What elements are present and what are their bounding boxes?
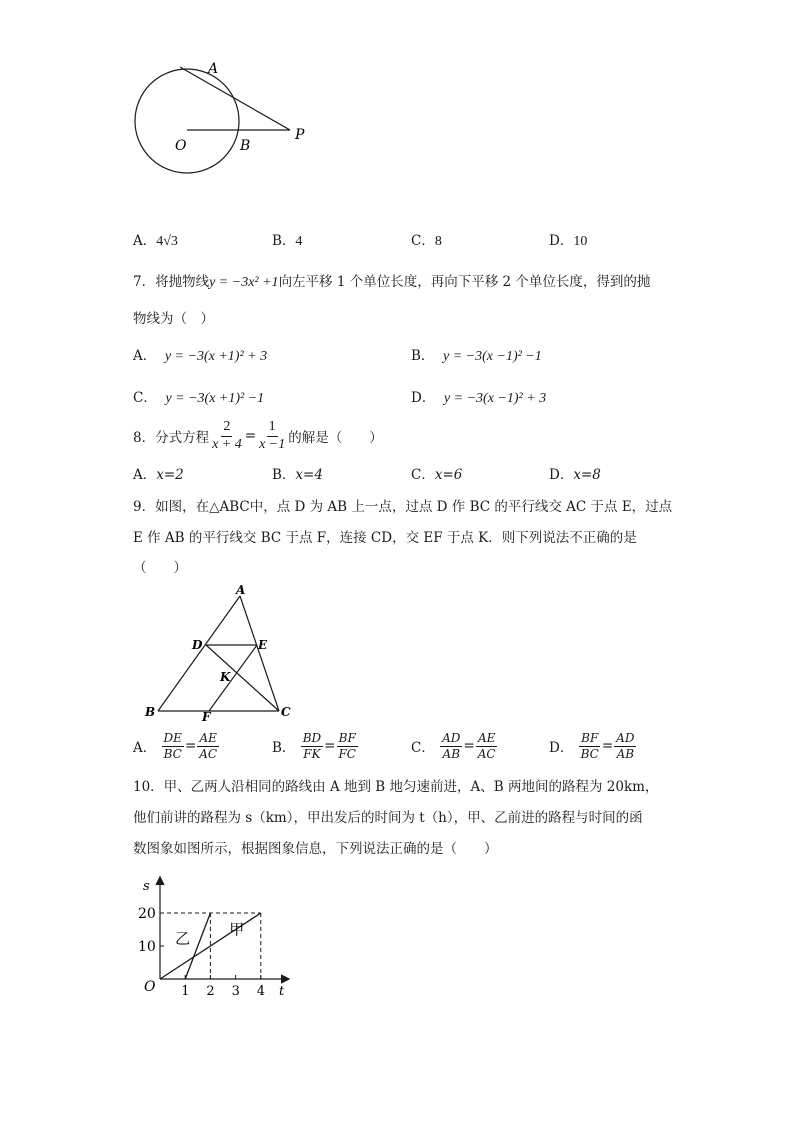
q8-option-c[interactable]: C．x=6 — [411, 467, 463, 483]
circle-o — [135, 69, 239, 173]
label-d: D — [192, 638, 203, 652]
q6-option-d[interactable]: D．10 — [549, 233, 588, 249]
x-tick-label: 1 — [181, 984, 190, 999]
distance-time-chart — [125, 870, 305, 1000]
series-label-yi: 乙 — [175, 929, 191, 948]
side-ab — [158, 596, 240, 711]
x-tick-label: 4 — [256, 984, 266, 999]
q7-option-d[interactable]: D． y = −3(x −1)² + 3 — [411, 390, 547, 406]
q9-stem-line2: E 作 AB 的平行线交 BC 于点 F，连接 CD，交 EF 于点 K．则下列说法不正确的是 — [133, 530, 637, 546]
q10-stem-line2: 他们前讲的路程为 s（km），甲出发后的时间为 t（h），甲、乙前进的路程与时间的函 — [133, 810, 643, 826]
q7-option-c[interactable]: C． y = −3(x +1)² −1 — [133, 390, 265, 406]
label-o: O — [175, 138, 187, 154]
q9-option-a[interactable]: A． $\frac{DE}{BC}$ = $\frac{AE}{AC}$ — [133, 731, 218, 761]
q9-option-d[interactable]: D． $\frac{BF}{BC}$ = $\frac{AD}{AB}$ — [549, 731, 635, 761]
y-tick-label: 20 — [138, 906, 156, 922]
q7-option-a[interactable]: A． y = −3(x +1)² + 3 — [133, 348, 268, 364]
q8-option-a[interactable]: A．x=2 — [133, 467, 184, 483]
q6-option-b[interactable]: B．4 — [272, 233, 303, 249]
q9-stem-line1: 9．如图，在△ABC中，点 D 为 AB 上一点，过点 D 作 BC 的平行线交 AC 于点 E，过点 — [133, 499, 673, 515]
q9-option-b[interactable]: B． $\frac{BD}{FK}$ = $\frac{BF}{FC}$ — [272, 731, 356, 761]
q10-stem-line1: 10．甲、乙两人沿相同的路线由 A 地到 B 地匀速前进，A、B 两地间的路程为 20km， — [133, 779, 659, 795]
q8-option-b[interactable]: B．x=4 — [272, 467, 323, 483]
q7-equation: y = −3x² +1 — [209, 275, 279, 290]
label-p: P — [295, 127, 305, 143]
x-tick-label: 2 — [206, 984, 215, 999]
q7-stem-line2: 物线为（ ） — [133, 311, 214, 327]
circle-tangent-figure — [120, 55, 320, 200]
label-b: B — [145, 705, 156, 719]
label-a: A — [236, 583, 246, 597]
q8-fraction-left: $\frac{2}{x + 4}$ — [212, 419, 242, 452]
label-a: A — [208, 61, 219, 77]
q8-fraction-right: $\frac{1}{x -1}$ — [259, 419, 286, 452]
q6-option-c[interactable]: C．8 — [411, 233, 442, 249]
label-b: B — [240, 138, 251, 154]
q10-stem-line3: 数图象如图所示，根据图象信息，下列说法正确的是（ ） — [133, 841, 498, 857]
q9-stem-line3: （ ） — [133, 560, 187, 576]
q8-option-d[interactable]: D．x=8 — [549, 467, 601, 483]
y-axis-label: s — [143, 879, 150, 894]
y-tick-label: 10 — [138, 939, 156, 955]
origin-label: O — [144, 979, 156, 995]
q7-stem-line1: 7．将抛物线y = −3x² +1向左平移 1 个单位长度，再向下平移 2 个单位长度，得到的抛 — [133, 274, 651, 290]
x-tick-label: 3 — [231, 984, 240, 999]
label-c: C — [281, 705, 291, 719]
label-k: K — [220, 670, 231, 684]
q9-option-c[interactable]: C． $\frac{AD}{AB}$ = $\frac{AE}{AC}$ — [411, 731, 496, 761]
q6-option-a[interactable]: A．4√3 — [133, 233, 178, 249]
triangle-figure — [140, 580, 300, 725]
q7-option-b[interactable]: B． y = −3(x −1)² −1 — [411, 348, 542, 364]
q8-stem: 8． 分式方程 $\frac{2}{x + 4}$ = $\frac{1}{x -1}$ 的解是（ ） — [133, 419, 383, 452]
label-f: F — [202, 710, 211, 724]
x-axis-label: t — [279, 984, 285, 999]
series-label-jia: 甲 — [229, 920, 245, 939]
tangent-line-ap — [180, 67, 290, 130]
label-e: E — [258, 638, 268, 652]
